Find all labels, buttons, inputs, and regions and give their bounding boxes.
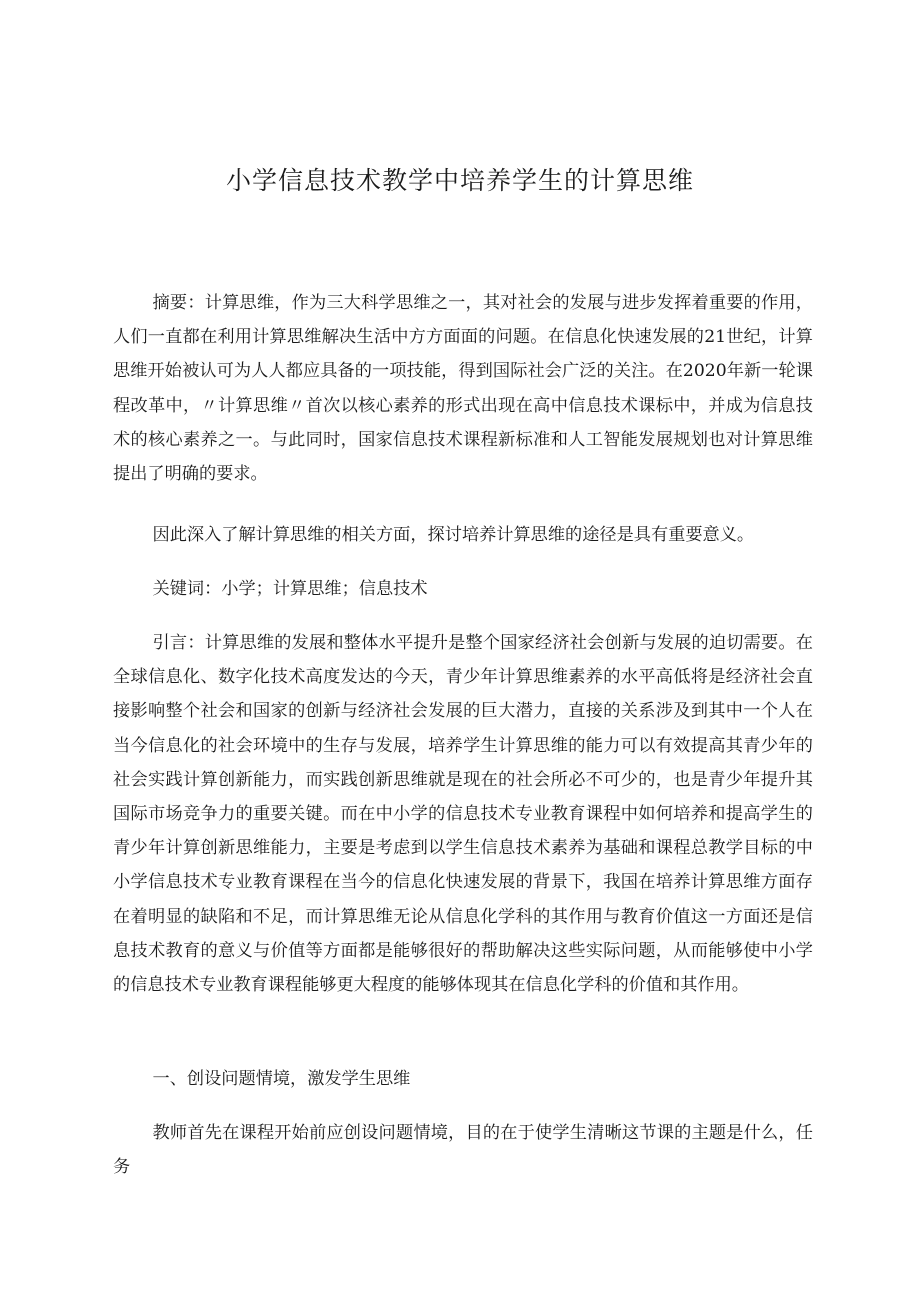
body-paragraph: 教师首先在课程开始前应创设问题情境，目的在于使学生清晰这节课的主题是什么，任务	[113, 1123, 813, 1178]
document-title: 小学信息技术教学中培养学生的计算思维	[225, 166, 694, 195]
significance-paragraph: 因此深入了解计算思维的相关方面，探讨培养计算思维的途径是具有重要意义。	[152, 525, 755, 545]
abstract-paragraph: 摘要：计算思维，作为三大科学思维之一，其对社会的发展与进步发挥着重要的作用，人们一直都在利用计算思维解决生活中方方面面的问题。在信息化快速发展的21世纪，计算思维开始被认可为人人都应具备的一项技能，得到国际社会广泛的关注。在2020年新一轮课程改革中，〃计算思维〃首次以核心素养的形式出现在高中信息技术课标中，并成为信息技术的核心素养之一。与此同时，国家信息技术课程新标准和人工智能发展规划也对计算思维提出了明确的要求。	[113, 293, 813, 485]
introduction-paragraph: 引言：计算思维的发展和整体水平提升是整个国家经济社会创新与发展的迫切需要。在全球信息化、数字化技术高度发达的今天，青少年计算思维素养的水平高低将是经济社会直接影响整个社会和国家的创新与经济社会发展的巨大潜力，直接的关系涉及到其中一个人在当今信息化的社会环境中的生存与发展，培养学生计算思维的能力可以有效提高其青少年的社会实践计算创新能力，而实践创新思维就是现在的社会所必不可少的，也是青少年提升其国际市场竞争力的重要关键。而在中小学的信息技术专业教育课程中如何培养和提高学生的青少年计算创新思维能力，主要是考虑到以学生信息技术素养为基础和课程总教学目标的中小学信息技术专业教育课程在当今的信息化快速发展的背景下，我国在培养计算思维方面存在着明显的缺陷和不足，而计算思维无论从信息化学科的其作用与教育价值这一方面还是信息技术教育的意义与价值等方面都是能够很好的帮助解决这些实际问题，从而能够使中小学的信息技术专业教育课程能够更大程度的能够体现其在信息化学科的价值和其作用。	[113, 633, 813, 996]
keywords-paragraph: 关键词：小学；计算思维；信息技术	[152, 579, 428, 599]
section-heading-1: 一、创设问题情境，激发学生思维	[152, 1069, 411, 1089]
